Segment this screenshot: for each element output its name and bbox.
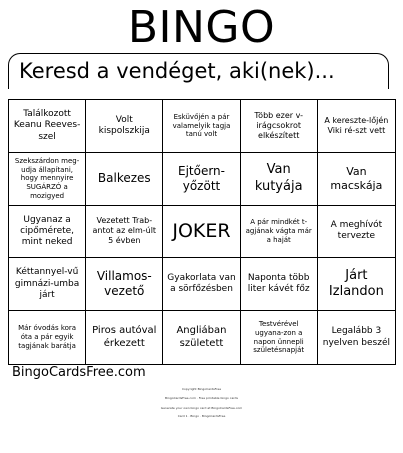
fine-print-line: Generate your own bingo card at BingoCardsFree.com — [160, 406, 243, 410]
bingo-cell-2-1[interactable]: Szekszárdon meg-udja állapítani, hogy mennyire SUGÁRZÓ a mozigyed — [9, 153, 86, 206]
bingo-cell-2-2[interactable]: Balkezes — [86, 153, 163, 206]
bingo-title: BINGO — [127, 2, 276, 53]
bingo-cell-5-1[interactable]: Már óvodás kora óta a pár egyik tagjának barátja — [9, 311, 86, 364]
bingo-cell-4-1[interactable]: Kéttannyel-vű gimnázi-umba járt — [9, 258, 86, 311]
bingo-cell-1-4[interactable]: Több ezer v-irágcsokrot elkészített — [241, 100, 318, 153]
subtitle-banner: Keresd a vendéget, aki(nek)... — [8, 53, 389, 89]
site-credit: BingoCardsFree.com — [12, 365, 146, 380]
bingo-cell-joker[interactable]: JOKER — [163, 206, 240, 259]
bingo-cell-5-2[interactable]: Piros autóval érkezett — [86, 311, 163, 364]
bingo-cell-3-5[interactable]: A meghívót tervezte — [318, 206, 395, 259]
bingo-cell-3-1[interactable]: Ugyanaz a cipőmérete, mint neked — [9, 206, 86, 259]
fine-print-line: Copyright BingoCardsFree — [181, 387, 222, 391]
bingo-cell-2-5[interactable]: Van macskája — [318, 153, 395, 206]
bingo-cell-4-4[interactable]: Naponta több liter kávét főz — [241, 258, 318, 311]
bingo-cell-4-2[interactable]: Villamos-vezető — [86, 258, 163, 311]
bingo-cell-1-5[interactable]: A kereszte-lőjén Viki ré-szt vett — [318, 100, 395, 153]
bingo-cell-4-3[interactable]: Gyakorlata van a sörfőzésben — [163, 258, 240, 311]
bingo-cell-2-4[interactable]: Van kutyája — [241, 153, 318, 206]
bingo-cell-5-3[interactable]: Angliában született — [163, 311, 240, 364]
bingo-cell-3-2[interactable]: Vezetett Trab-antot az elm-últ 5 évben — [86, 206, 163, 259]
bingo-cell-5-5[interactable]: Legalább 3 nyelven beszél — [322, 326, 390, 348]
bingo-grid — [8, 99, 396, 365]
bingo-cell-3-4[interactable]: A pár mindkét t-agjának vágta már a haját — [241, 206, 318, 259]
bingo-cell-1-1[interactable]: Találkozott Keanu Reeves-szel — [9, 100, 86, 153]
bingo-cell-4-5[interactable]: Járt Izlandon — [318, 258, 395, 311]
bingo-cell-1-2[interactable]: Volt kispolszkija — [86, 100, 163, 153]
bingo-cell-2-3[interactable]: Ejtőern-yőzött — [163, 153, 240, 206]
bingo-cell-1-3[interactable]: Esküvőjén a pár valamelyik tagja tanú volt — [163, 100, 240, 153]
fine-print-line: Card 1 · Bingo · BingoCardsFree — [177, 414, 226, 418]
bingo-cell-5-4[interactable]: Testvérével ugyana-zon a napon ünnepli születésnapját — [241, 311, 318, 364]
fine-print-line: BingoCardsFree.com · Free printable bingo cards — [165, 396, 238, 400]
